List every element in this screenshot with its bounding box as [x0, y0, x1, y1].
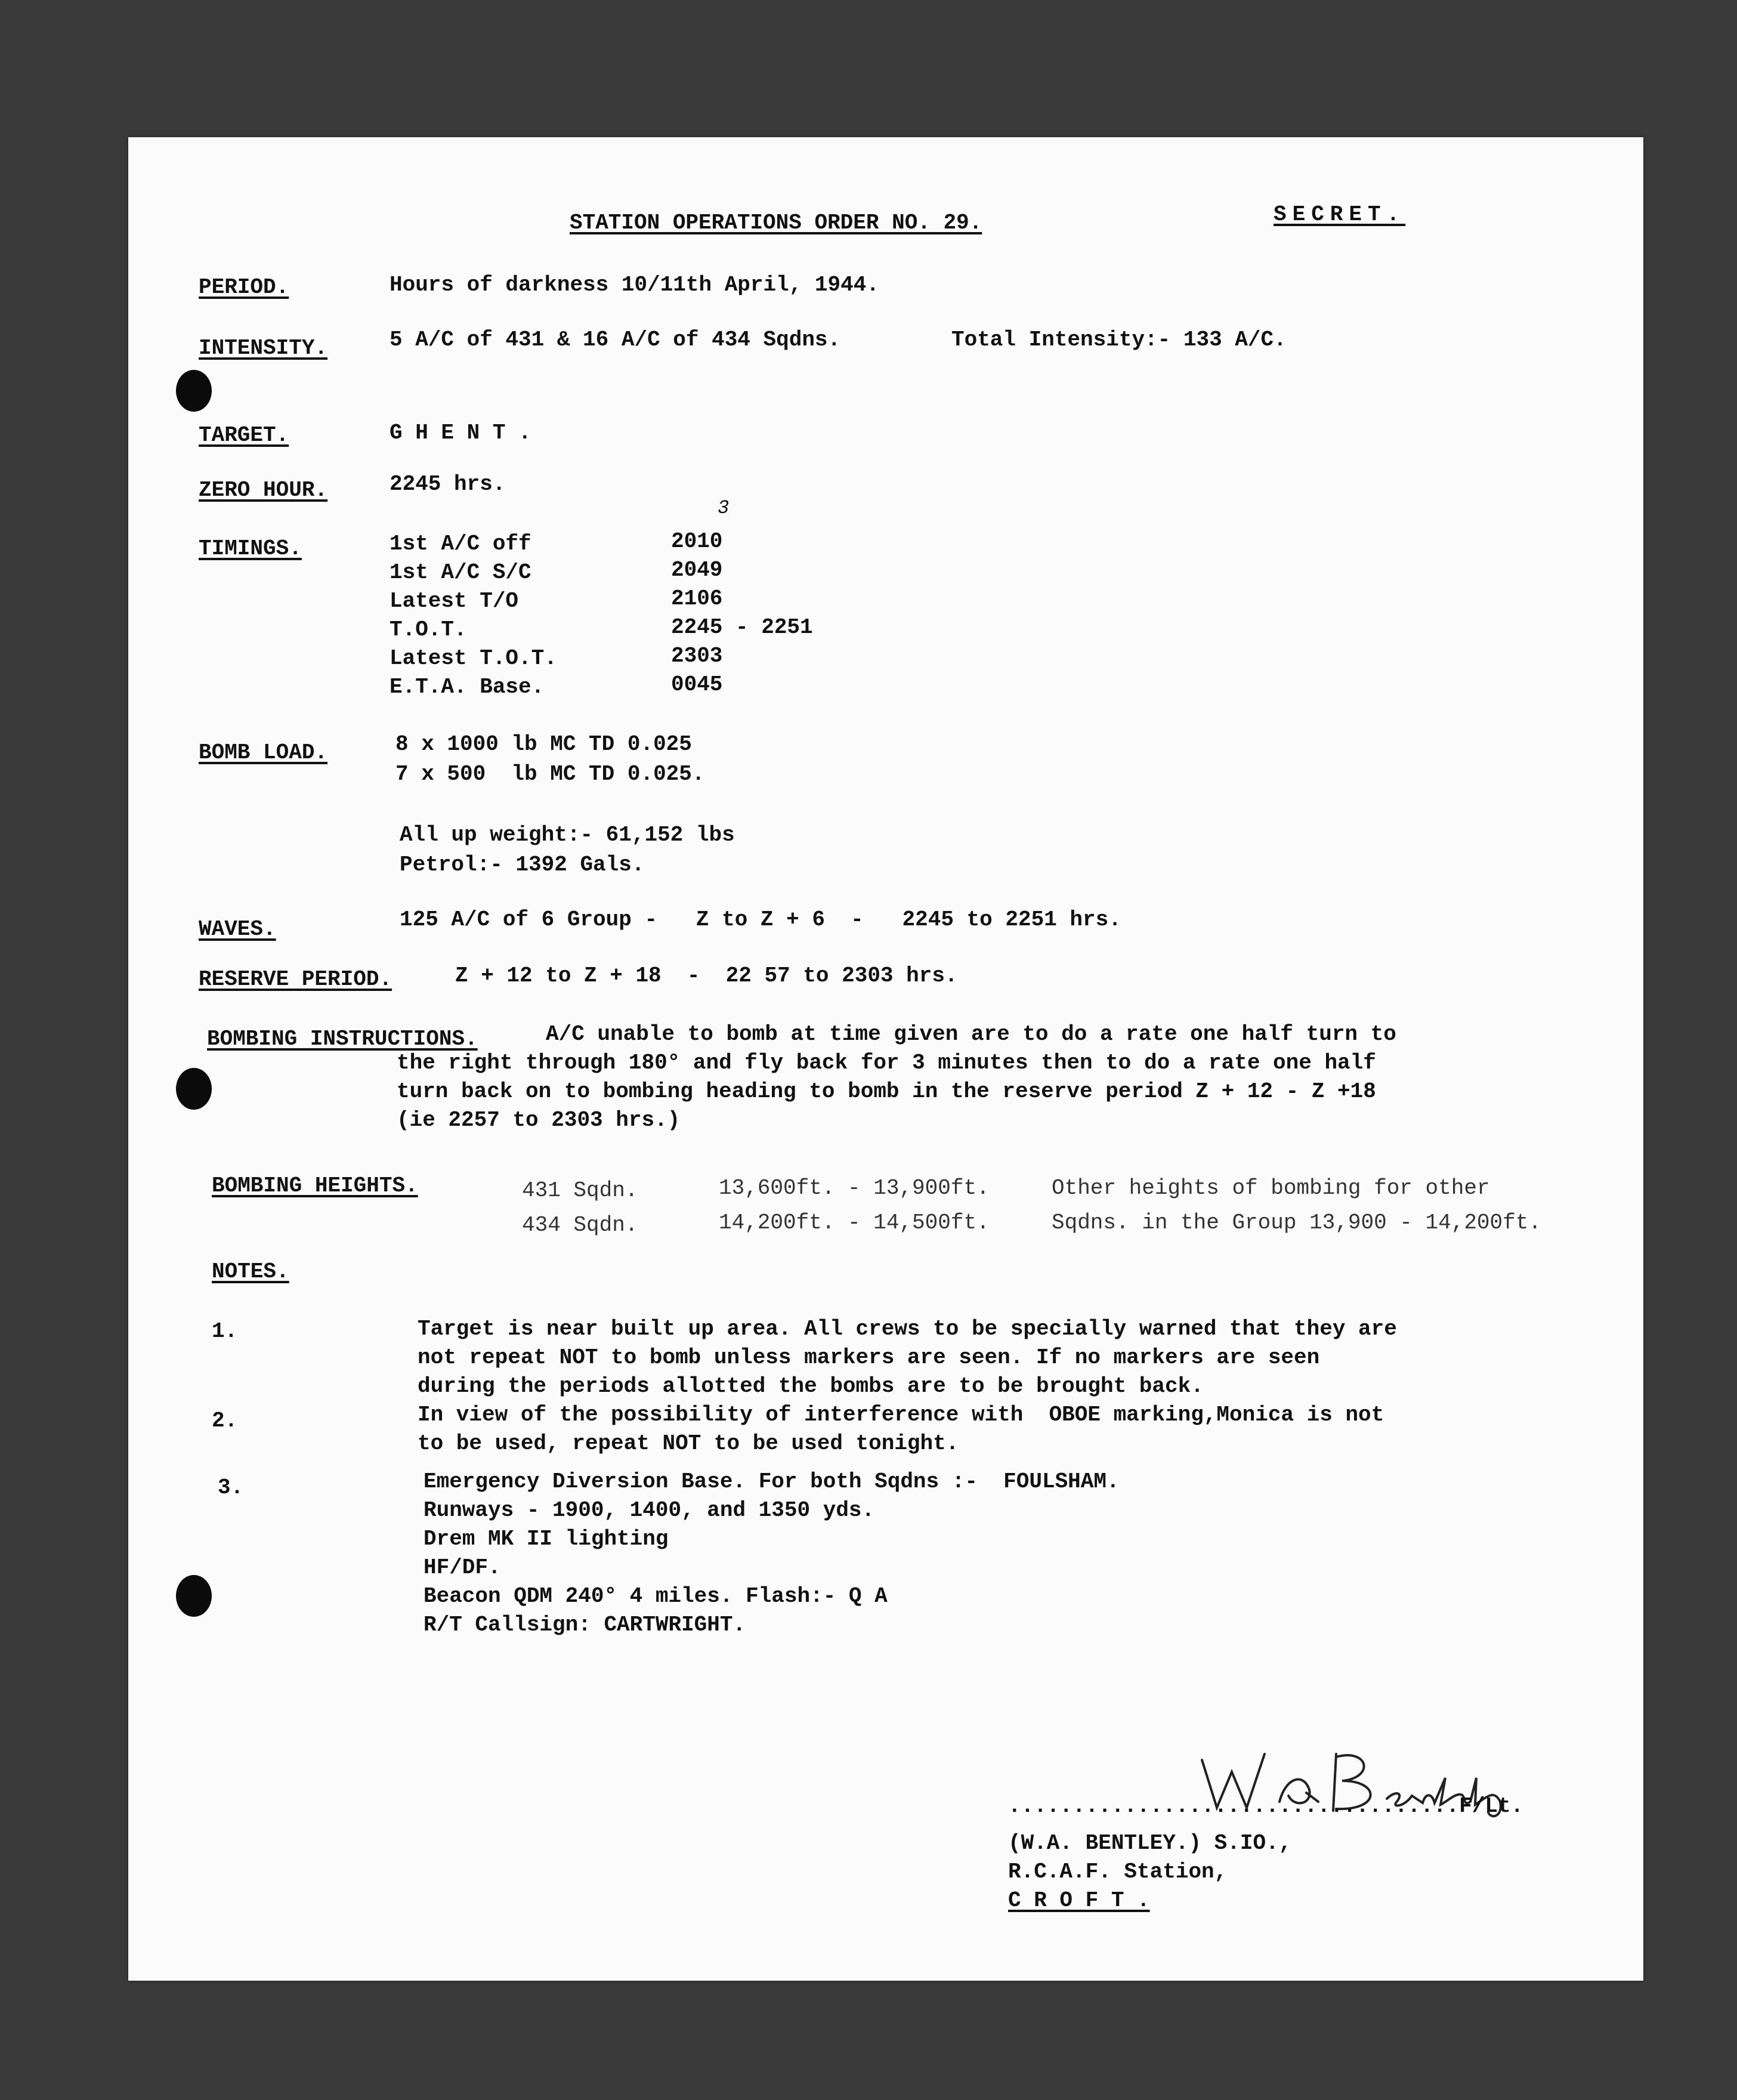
- all-up-weight: All up weight:- 61,152 lbs: [400, 823, 735, 847]
- bomb-load-label: BOMB LOAD.: [199, 740, 328, 765]
- timing-time: 0045: [671, 672, 723, 697]
- note-line: HF/DF.: [424, 1555, 501, 1580]
- period-value: Hours of darkness 10/11th April, 1944.: [390, 273, 879, 297]
- timing-time: 2303: [671, 644, 723, 668]
- note-line: not repeat NOT to bomb unless markers are seen. If no markers are seen: [418, 1345, 1320, 1370]
- bomb-load-line: 8 x 1000 lb MC TD 0.025: [395, 732, 692, 756]
- bombing-instructions-label: BOMBING INSTRUCTIONS.: [207, 1027, 478, 1051]
- timing-name: Latest T/O: [390, 589, 519, 613]
- bombing-height-sqdn: 431 Sqdn.: [522, 1178, 638, 1203]
- note-line: R/T Callsign: CARTWRIGHT.: [424, 1613, 746, 1637]
- classification-label: SECRET.: [1274, 202, 1406, 227]
- bombing-heights-label: BOMBING HEIGHTS.: [212, 1173, 418, 1198]
- note-line: Target is near built up area. All crews to be specially warned that they are: [418, 1317, 1397, 1341]
- note-line: In view of the possibility of interference with OBOE marking,Monica is not: [418, 1403, 1384, 1427]
- bombing-height-note: Other heights of bombing for other: [1052, 1176, 1490, 1200]
- timing-name: Latest T.O.T.: [390, 646, 557, 671]
- timing-name: 1st A/C S/C: [390, 560, 531, 585]
- timing-time: 2049: [671, 558, 723, 582]
- signature-rank-line: ...................................F/Lt.: [1008, 1794, 1524, 1818]
- note-line: Emergency Diversion Base. For both Sqdns :- FOULSHAM.: [424, 1469, 1120, 1494]
- note-line: Drem MK II lighting: [424, 1527, 669, 1551]
- timing-time: 2106: [671, 586, 723, 611]
- reserve-period-value: Z + 12 to Z + 18 - 22 57 to 2303 hrs.: [455, 963, 958, 988]
- note-line: to be used, repeat NOT to be used tonight.: [418, 1431, 959, 1456]
- timing-name: E.T.A. Base.: [390, 675, 545, 699]
- bombing-height-note: Sqdns. in the Group 13,900 - 14,200ft.: [1052, 1210, 1541, 1235]
- bomb-load-line: 7 x 500 lb MC TD 0.025.: [395, 762, 705, 786]
- zero-hour-label: ZERO HOUR.: [199, 478, 328, 502]
- station-place: C R O F T .: [1008, 1888, 1150, 1913]
- bombing-instruction-line: (ie 2257 to 2303 hrs.): [397, 1108, 681, 1132]
- zero-hour-value: 2245 hrs.: [390, 472, 506, 496]
- timings-label: TIMINGS.: [199, 536, 302, 561]
- order-title: STATION OPERATIONS ORDER NO. 29.: [570, 211, 982, 235]
- intensity-label: INTENSITY.: [199, 336, 328, 360]
- waves-label: WAVES.: [199, 917, 276, 941]
- timing-correction-mark: 3: [718, 497, 730, 519]
- bombing-height-range: 14,200ft. - 14,500ft.: [719, 1210, 990, 1235]
- bombing-instruction-line: A/C unable to bomb at time given are to do a rate one half turn to: [546, 1022, 1396, 1046]
- document-page: [128, 137, 1643, 1981]
- timing-time: 2245 - 2251: [671, 615, 813, 640]
- reserve-period-label: RESERVE PERIOD.: [199, 967, 392, 992]
- signatory-name: (W.A. BENTLEY.) S.IO.,: [1008, 1831, 1292, 1855]
- timing-name: T.O.T.: [390, 617, 467, 642]
- note-number: 3.: [218, 1475, 244, 1500]
- waves-value: 125 A/C of 6 Group - Z to Z + 6 - 2245 to 2251 hrs.: [400, 907, 1121, 932]
- punch-hole: [176, 370, 212, 412]
- punch-hole: [176, 1068, 212, 1110]
- punch-hole: [176, 1575, 212, 1617]
- note-line: Beacon QDM 240° 4 miles. Flash:- Q A: [424, 1584, 888, 1608]
- bombing-height-range: 13,600ft. - 13,900ft.: [719, 1176, 990, 1200]
- intensity-value: 5 A/C of 431 & 16 A/C of 434 Sqdns.: [390, 328, 841, 352]
- intensity-total: Total Intensity:- 133 A/C.: [951, 328, 1287, 352]
- bombing-instruction-line: turn back on to bombing heading to bomb in the reserve period Z + 12 - Z +18: [397, 1079, 1376, 1104]
- bombing-instruction-line: the right through 180° and fly back for 3 minutes then to do a rate one half: [397, 1051, 1376, 1075]
- note-line: during the periods allotted the bombs are to be brought back.: [418, 1374, 1204, 1398]
- signature-text: W. A. Bentley: [1190, 1730, 1195, 1731]
- period-label: PERIOD.: [199, 275, 289, 299]
- station-name: R.C.A.F. Station,: [1008, 1860, 1228, 1884]
- timing-time: 2010: [671, 529, 723, 554]
- timing-name: 1st A/C off: [390, 532, 531, 556]
- target-label: TARGET.: [199, 423, 289, 447]
- target-value: G H E N T .: [390, 421, 531, 445]
- note-line: Runways - 1900, 1400, and 1350 yds.: [424, 1498, 875, 1522]
- note-number: 1.: [212, 1319, 238, 1344]
- notes-label: NOTES.: [212, 1259, 289, 1284]
- note-number: 2.: [212, 1409, 238, 1433]
- petrol-load: Petrol:- 1392 Gals.: [400, 853, 645, 877]
- bombing-height-sqdn: 434 Sqdn.: [522, 1213, 638, 1237]
